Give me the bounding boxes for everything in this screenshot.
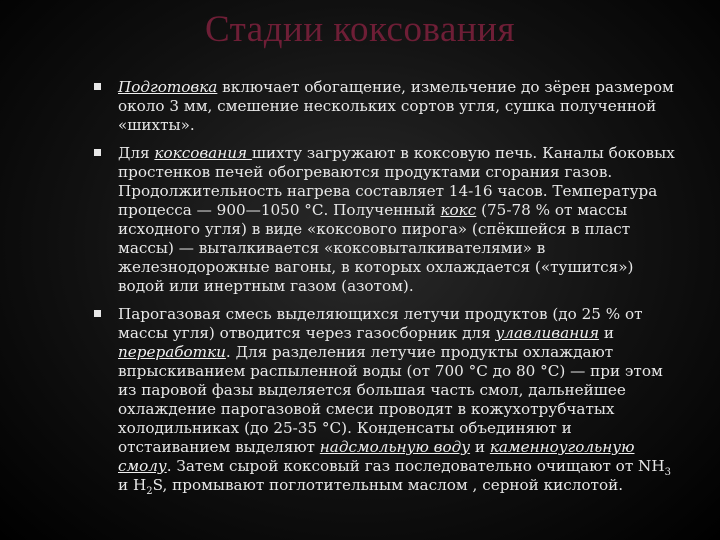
bullet-text: и [470, 438, 490, 456]
bullet-text: и H [118, 476, 147, 494]
bullet-text: (75-78 % от массы исходного угля) в виде «коксового пирога» (спёкшейся в пласт массы) — выталкивается «коксовыталкивателями» в железнодорожные вагоны, в которых охлаждается («тушится») водой или инертным газом (азотом). [118, 201, 634, 295]
bullet-item-2 [94, 144, 684, 296]
highlighted-term: надсмольную воду [319, 438, 471, 456]
highlighted-term: улавливания [495, 324, 600, 342]
subscript: 3 [664, 467, 671, 479]
bullet-text: S, промывают поглотительным маслом , серной кислотой. [152, 476, 624, 494]
highlighted-term: Подготовка [118, 78, 218, 96]
slide-title: Стадии коксования [204, 9, 515, 50]
bullet-text: . Затем сырой коксовый газ последовательно очищают от NH [166, 457, 665, 475]
bullet-text: Парогазовая смесь выделяющихся летучи продуктов (до 25 % от массы угля) отводится через газосборник для [118, 305, 643, 342]
highlighted-term: коксования [154, 144, 252, 162]
bullet-marker-icon [94, 310, 101, 317]
highlighted-term: переработки [118, 343, 226, 361]
highlighted-term: кокс [440, 201, 477, 219]
subscript: 2 [146, 486, 153, 498]
bullet-text: и [599, 324, 614, 342]
bullet-text: шихту загружают в коксовую печь. Каналы боковых простенков печей обогреваются продуктами сгорания газов. Продолжительность нагрева составляет 14-16 часов. Температура процесса — 900—1050 °С. Полученный [118, 144, 675, 219]
bullet-list [94, 78, 684, 504]
bullet-text: . Для разделения летучие продукты охлаждают впрыскиванием распыленной воды (от 700 °С до 80 °С) — при этом из паровой фазы выделяется большая часть смол, дальнейшее охлаждение парогазовой смеси проводят в кожухотрубчатых холодильниках (до 25-35 °С). Конденсаты объединяют и отстаиванием выделяют [118, 343, 663, 456]
bullet-text: Для [118, 144, 155, 162]
bullet-item-3 [94, 305, 684, 498]
bullet-marker-icon [94, 83, 101, 90]
highlighted-term: каменноугольную смолу [118, 438, 635, 475]
bullet-item-1 [94, 78, 684, 135]
bullet-marker-icon [94, 149, 101, 156]
bullet-text: включает обогащение, измельчение до зёрен размером около 3 мм, смешение нескольких сортов угля, сушка полученной «шихты». [118, 78, 674, 134]
